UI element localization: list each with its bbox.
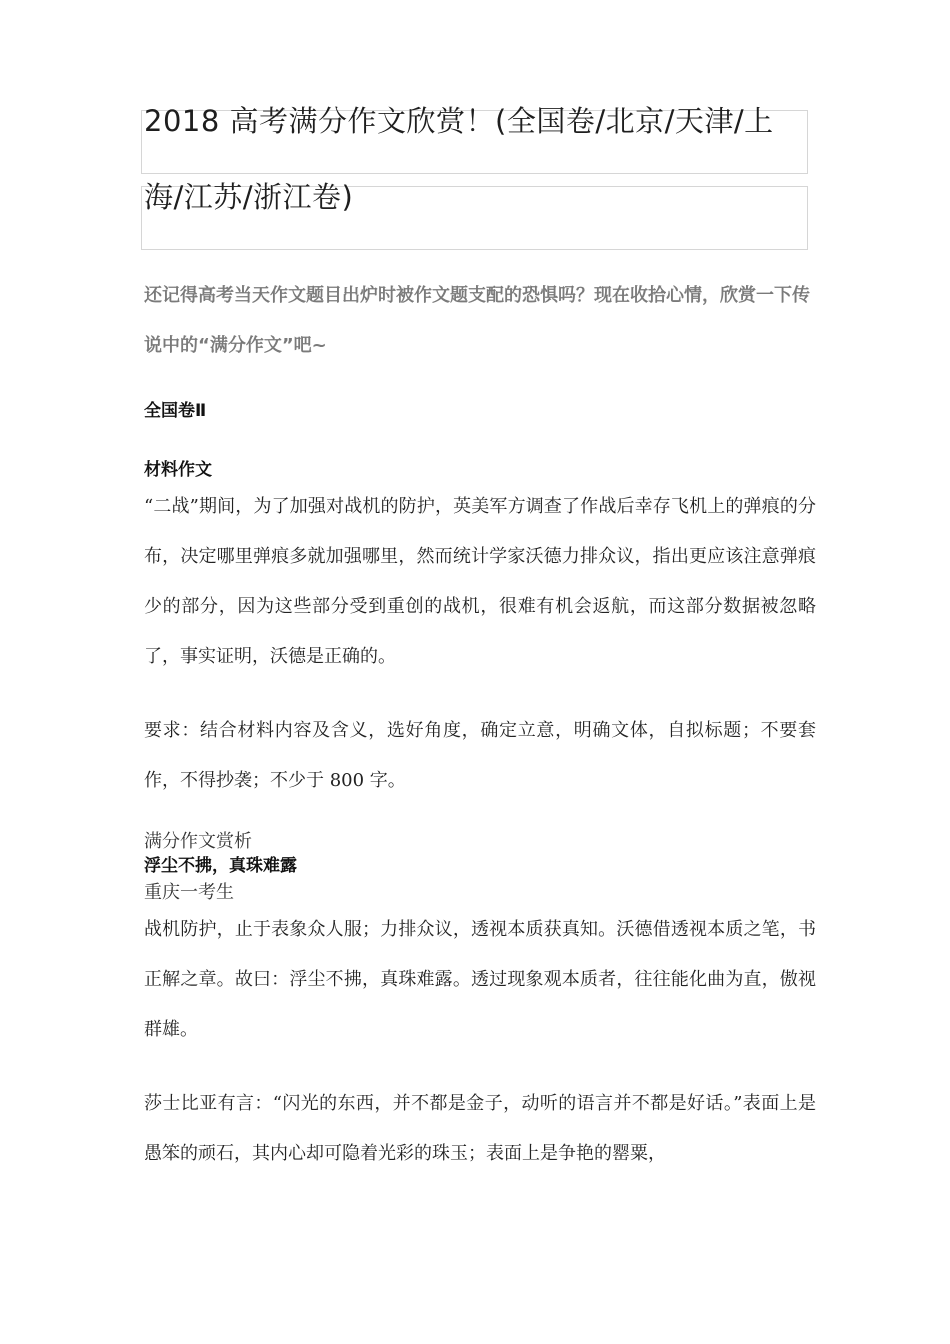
analysis-label: 满分作文赏析: [144, 831, 252, 852]
essay-paragraph-2: 莎士比亚有言：“闪光的东西，并不都是金子，动听的语言并不都是好话。”表面上是愚笨的顽石，其内心却可隐着光彩的珠玉；表面上是争艳的罂粟，: [144, 1093, 816, 1164]
requirement-paragraph: 要求：结合材料内容及含义，选好角度，确定立意，明确文体，自拟标题；不要套作，不得抄袭；不少于 800 字。: [144, 720, 816, 791]
intro-text: 还记得高考当天作文题目出炉时被作文题支配的恐惧吗？现在收拾心情，欣赏一下传说中的“满分作文”吧~: [144, 285, 810, 356]
essay-paragraph-1: 战机防护，止于表象众人服；力排众议，透视本质获真知。沃德借透视本质之笔，书正解之章。故曰：浮尘不拂，真珠难露。透过现象观本质者，往往能化曲为直，傲视群雄。: [144, 919, 816, 1040]
section-heading: 全国卷Ⅱ: [144, 401, 207, 421]
page-title-line-2: 海/江苏/浙江卷): [144, 180, 354, 214]
material-paragraph: “二战”期间，为了加强对战机的防护，英美军方调查了作战后幸存飞机上的弹痕的分布，决定哪里弹痕多就加强哪里，然而统计学家沃德力排众议，指出更应该注意弹痕少的部分，因为这些部分受到重创的战机，很难有机会返航，而这部分数据被忽略了，事实证明，沃德是正确的。: [144, 496, 816, 667]
essay-author: 重庆一考生: [144, 882, 234, 903]
page-title-line-1: 2018 高考满分作文欣赏！(全国卷/北京/天津/上: [144, 104, 774, 138]
essay-type-heading: 材料作文: [144, 460, 212, 480]
essay-title: 浮尘不拂，真珠难露: [144, 856, 297, 876]
